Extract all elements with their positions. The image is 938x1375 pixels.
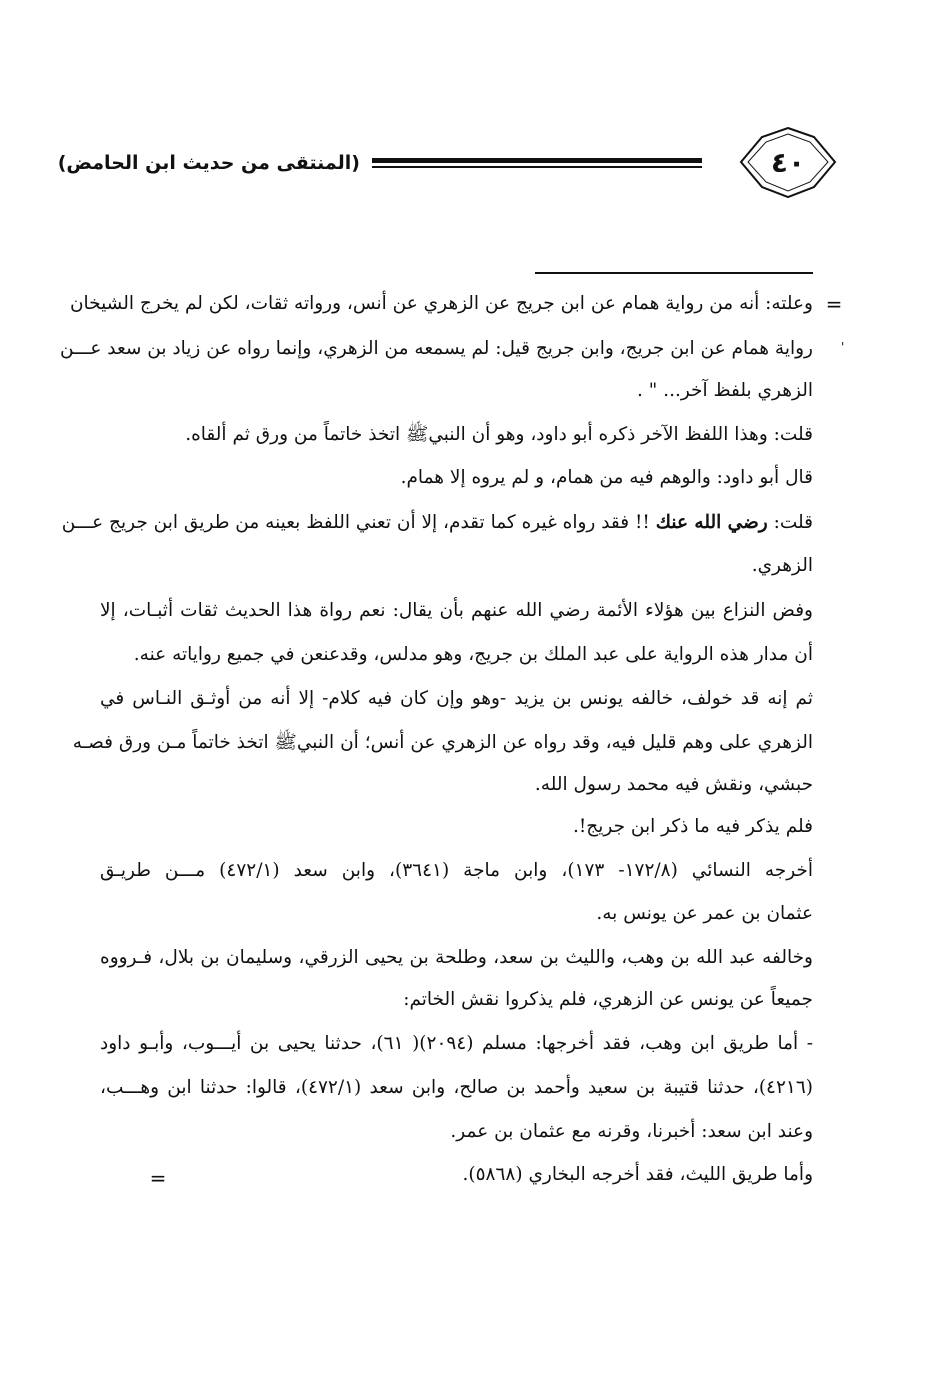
footnote-line: (٤٢١٦)، حدثنا قتيبة بن سعيد وأحمد بن صالح، وابن سعد (٤٧٢/١)، قالوا: حدثنا ابن وهـــب، — [100, 1077, 814, 1098]
header-rule — [372, 158, 702, 170]
bold-phrase: رضي الله عنك — [655, 512, 768, 533]
line-rest: !! فقد رواه غيره كما تقدم، إلا أن تعني اللفظ بعينه من طريق ابن جريج عـــن — [61, 512, 656, 533]
footnote-line — [61, 508, 813, 538]
footnote-line: الزهري على وهم قليل فيه، وقد رواه عن الزهري عن أنس؛ أن النبيﷺ اتخذ خاتماً مـن ورق فصـه — [72, 732, 813, 753]
footnote-line: وأما طريق الليث، فقد أخرجه البخاري (٥٨٦٨). — [462, 1164, 813, 1185]
page-number: ٤٠ — [770, 146, 806, 179]
footnote-line: رواية همام عن ابن جريج، وابن جريج قيل: لم يسمعه من الزهري، وإنما رواه عن زياد بن سعد عـــن — [60, 338, 813, 359]
footnote-line: وفض النزاع بين هؤلاء الأئمة رضي الله عنهم بأن يقال: نعم رواة هذا الحديث ثقات أثبـات، إلا — [100, 600, 813, 621]
footnote-line: عثمان بن عمر عن يونس به. — [596, 903, 813, 924]
footnote-line: الزهري. — [751, 555, 813, 576]
footnote-line: وخالفه عبد الله بن وهب، والليث بن سعد، وطلحة بن يحيى الزرقي، وسليمان بن بلال، فـرووه — [100, 947, 813, 968]
footnote-line: قلت: وهذا اللفظ الآخر ذكره أبو داود، وهو أن النبيﷺ اتخذ خاتماً من ورق ثم ألقاه. — [185, 424, 813, 445]
footnote-line: الزهري بلفظ آخر... " . — [637, 380, 813, 401]
footnote-line: أخرجه النسائي (١٧٢/٨- ١٧٣)، وابن ماجة (٣٦٤١)، وابن سعد (٤٧٢/١) مـــن طريـق — [100, 860, 813, 881]
footnote-line: جميعاً عن يونس عن الزهري، فلم يذكروا نقش الخاتم: — [403, 989, 813, 1010]
footnote-line: أن مدار هذه الرواية على عبد الملك بن جريج، وهو مدلس، وقدعنعن في جميع رواياته عنه. — [133, 644, 813, 665]
footnote-line: فلم يذكر فيه ما ذكر ابن جريج!. — [572, 816, 813, 837]
footnote-line: وعلته: أنه من رواية همام عن ابن جريج عن الزهري عن أنس، ورواته ثقات، لكن لم يخرج الشيخان — [69, 293, 813, 314]
header-rule-thick — [372, 158, 702, 163]
running-title: (المنتقى من حديث ابن الحامض) — [57, 152, 360, 174]
footnote-line: حبشي، ونقش فيه محمد رسول الله. — [534, 774, 813, 795]
footnote-line: وعند ابن سعد: أخبرنا، وقرنه مع عثمان بن عمر. — [450, 1121, 813, 1142]
header-rule-thin — [372, 166, 702, 168]
footnote-line: قال أبو داود: والوهم فيه من همام، و لم يروه إلا همام. — [400, 467, 813, 488]
line-prefix: قلت: — [767, 512, 813, 533]
footnote-line: - أما طريق ابن وهب، فقد أخرجها: مسلم (٢٠٩٤)( ٦١)، حدثنا يحيى بن أيـــوب، وأبـو داود — [100, 1033, 813, 1054]
page-number-badge — [738, 125, 838, 200]
footnote-separator — [535, 272, 813, 274]
stray-mark: ' — [841, 340, 845, 354]
footnote-line: ثم إنه قد خولف، خالفه يونس بن يزيد -وهو وإن كان فيه كلام- إلا أنه من أوثـق النـاس في — [100, 688, 813, 709]
continuation-mark: = — [825, 292, 843, 316]
continuation-end-mark: = — [149, 1166, 167, 1190]
